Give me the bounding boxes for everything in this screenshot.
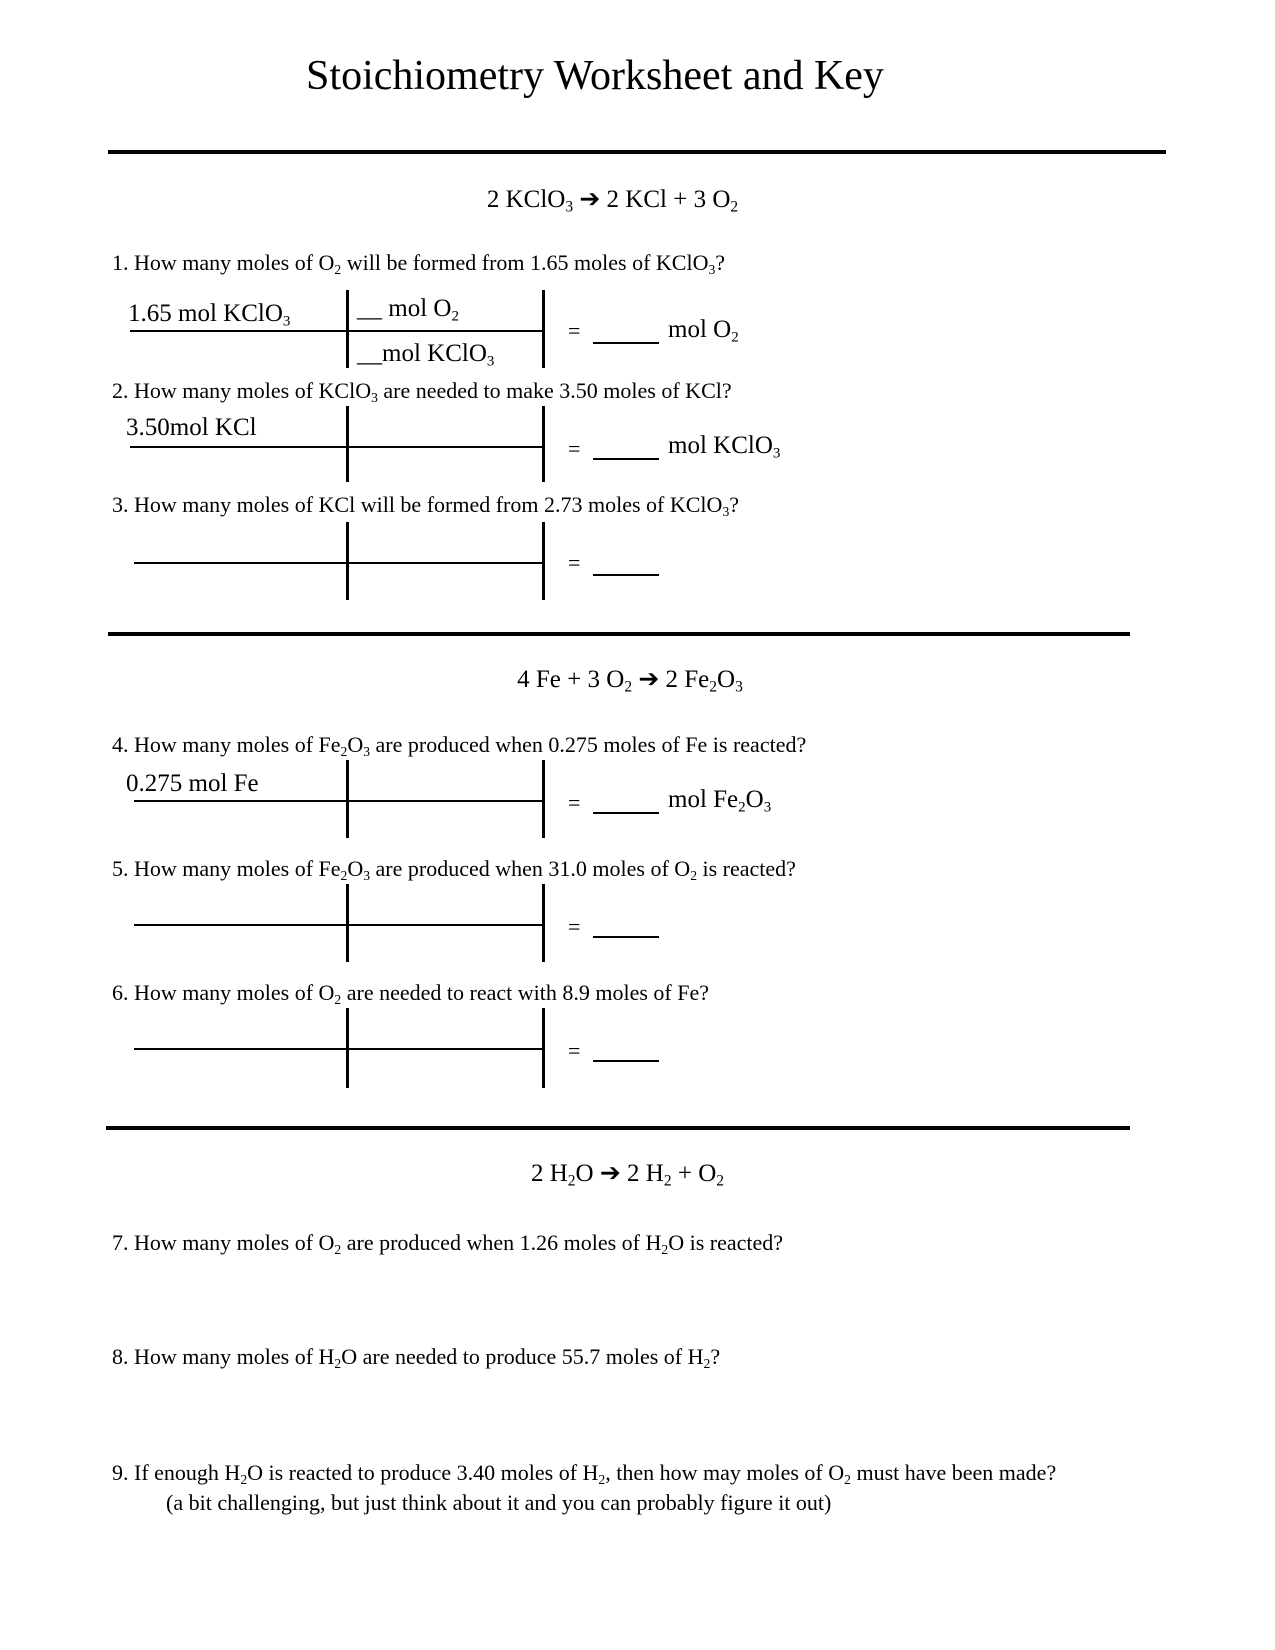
- factor-line-2: [130, 446, 544, 448]
- unit-4: mol Fe2O3: [668, 786, 772, 816]
- answer-blank-6[interactable]: [593, 1060, 659, 1062]
- factor-line-6: [134, 1048, 544, 1050]
- section-divider: [108, 150, 1166, 154]
- equals-6: =: [568, 1038, 581, 1063]
- question-9-note: (a bit challenging, but just think about it and you can probably figure it out): [166, 1490, 832, 1515]
- given-1: 1.65 mol KClO3: [128, 300, 291, 330]
- answer-blank-4[interactable]: [593, 812, 659, 814]
- question-9: 9. If enough $H_2O$ is reacted to produce 3.40 moles of $H_2$, then how may moles of $O_2$ must have been made?: [112, 1460, 1057, 1488]
- factor-line-4: [134, 800, 544, 802]
- question-2: 2. How many moles of KClO$_3$ are needed to make 3.50 moles of KCl?: [112, 378, 732, 406]
- equals-1: =: [568, 318, 581, 343]
- question-8: 8. How many moles of $H_2O$ are needed to produce 55.7 moles of $H_2$?: [112, 1344, 721, 1372]
- equals-2: =: [568, 436, 581, 461]
- given-4: 0.275 mol Fe: [126, 770, 259, 797]
- numerator-1: __ mol O2: [357, 295, 459, 325]
- question-7: 7. How many moles of $O_2$ are produced when 1.26 moles of $H_2O$ is reacted?: [112, 1230, 784, 1258]
- equals-4: =: [568, 790, 581, 815]
- question-4: 4. How many moles of $Fe_2O_3$ are produced when 0.275 moles of Fe is reacted?: [112, 732, 807, 760]
- factor-divider-6a: [346, 1008, 349, 1088]
- given-2: 3.50mol KCl: [126, 414, 257, 441]
- section-divider: [108, 632, 1130, 636]
- denominator-1: __mol KClO3: [357, 340, 495, 370]
- factor-divider-4b: [542, 760, 545, 838]
- factor-divider-2b: [542, 406, 545, 482]
- factor-divider-1a: [346, 290, 349, 368]
- factor-divider-2a: [346, 406, 349, 482]
- answer-blank-3[interactable]: [593, 574, 659, 576]
- equals-3: =: [568, 550, 581, 575]
- answer-blank-5[interactable]: [593, 936, 659, 938]
- factor-line-1: [130, 330, 544, 332]
- question-5: 5. How many moles of $Fe_2O_3$ are produced when 31.0 moles of $O_2$ is reacted?: [112, 856, 796, 884]
- factor-divider-4a: [346, 760, 349, 838]
- factor-divider-6b: [542, 1008, 545, 1088]
- factor-divider-3b: [542, 522, 545, 600]
- section-divider: [106, 1126, 1130, 1130]
- answer-blank-2[interactable]: [593, 458, 659, 460]
- equation-kclo3: 2 KClO$_3$ ➔ 2 KCl + 3 $O_2$: [486, 186, 739, 216]
- equation-fe2o3: 4 Fe + 3 $O_2$ ➔ 2 $Fe_2O_3$: [517, 666, 743, 696]
- equals-5: =: [568, 914, 581, 939]
- factor-divider-3a: [346, 522, 349, 600]
- answer-blank-1[interactable]: [593, 342, 659, 344]
- factor-divider-1b: [542, 290, 545, 368]
- factor-divider-5b: [542, 884, 545, 962]
- question-3: 3. How many moles of KCl will be formed from 2.73 moles of KClO$_3$?: [112, 492, 740, 520]
- question-6: 6. How many moles of $O_2$ are needed to react with 8.9 moles of Fe?: [112, 980, 709, 1008]
- factor-line-3: [134, 562, 544, 564]
- question-1: 1. How many moles of $O_2$ will be formed from 1.65 moles of KClO$_3$?: [112, 250, 726, 278]
- page-title: Stoichiometry Worksheet and Key: [306, 53, 884, 99]
- unit-2: mol KClO3: [668, 432, 781, 462]
- factor-line-5: [134, 924, 544, 926]
- unit-1: mol O2: [668, 316, 739, 346]
- equation-h2o: 2 $H_2O$ ➔ 2 $H_2 + O_2$: [530, 1160, 725, 1190]
- factor-divider-5a: [346, 884, 349, 962]
